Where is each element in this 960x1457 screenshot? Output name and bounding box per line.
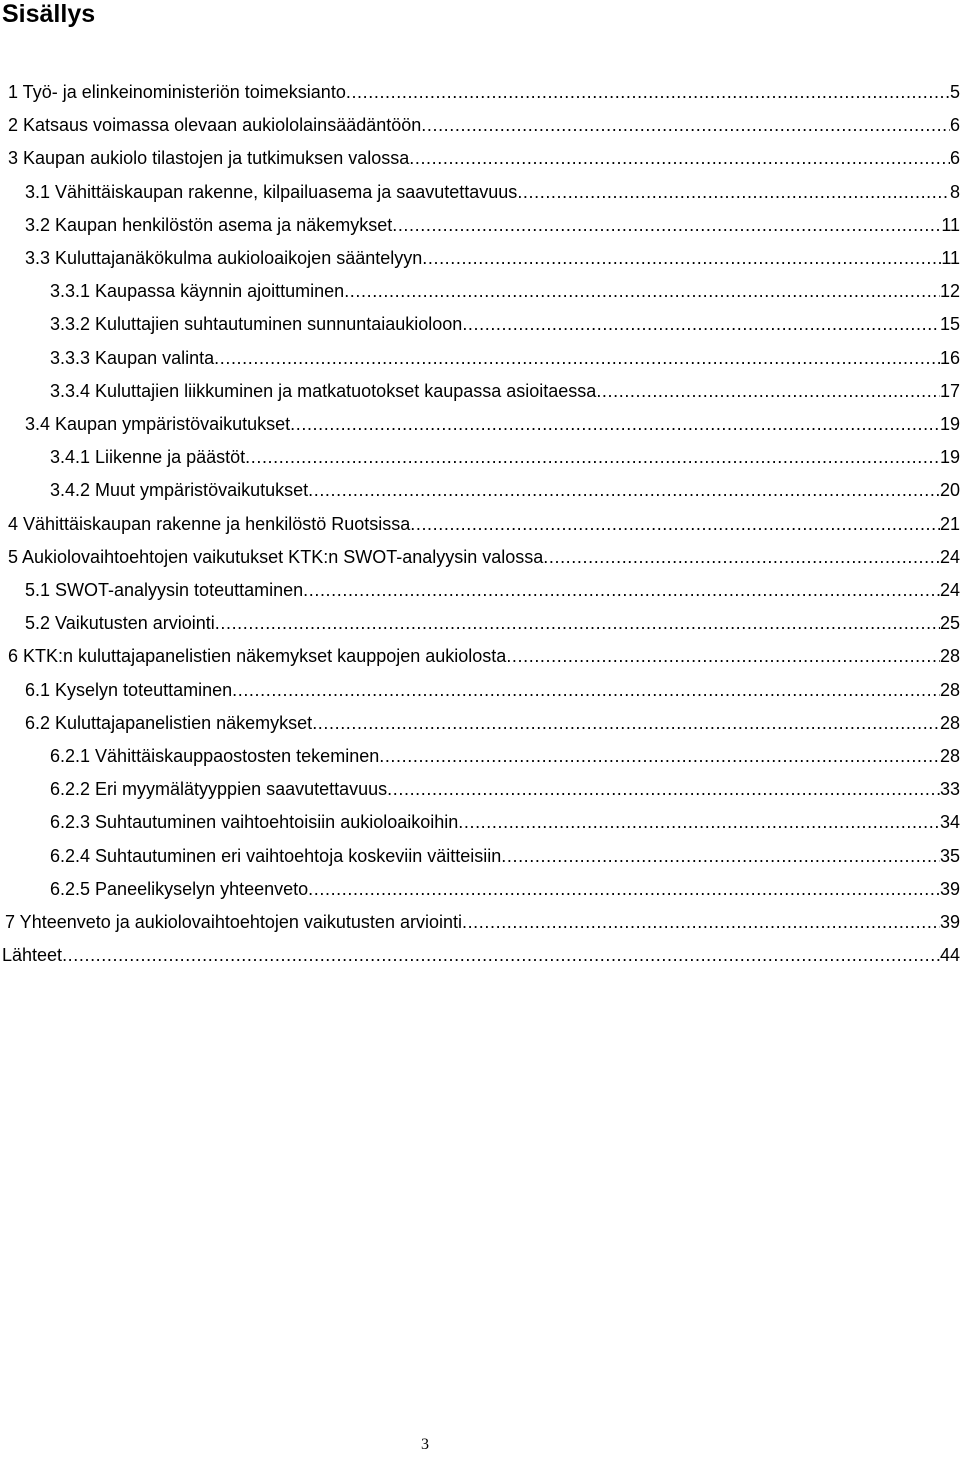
toc-entry[interactable] xyxy=(25,671,960,701)
toc-entry[interactable] xyxy=(50,770,960,800)
toc-entry-page: 28 xyxy=(939,646,960,667)
toc-entry[interactable] xyxy=(8,538,960,568)
toc-leader-dots xyxy=(379,745,940,767)
toc-entry[interactable] xyxy=(25,405,960,435)
toc-leader-dots xyxy=(458,811,940,833)
toc-leader-dots xyxy=(344,280,940,302)
toc-entry[interactable] xyxy=(50,803,960,833)
toc-entry-page: 16 xyxy=(939,347,960,368)
toc-leader-dots xyxy=(346,81,950,103)
toc-entry-page: 28 xyxy=(939,679,960,700)
toc-entry-page: 21 xyxy=(939,513,960,534)
toc-entry-title: 3.3.1 Kaupassa käynnin ajoittuminen xyxy=(50,281,345,302)
toc-entry[interactable] xyxy=(25,571,960,601)
toc-entry-title: 6.2.1 Vähittäiskauppaostosten tekeminen xyxy=(50,746,380,766)
toc-entry-page: 6 xyxy=(949,148,960,169)
toc-entry[interactable] xyxy=(2,936,960,966)
toc-entry-page: 19 xyxy=(939,447,960,468)
toc-entry-title: 3.3.3 Kaupan valinta xyxy=(50,347,215,368)
toc-leader-dots xyxy=(409,147,950,169)
toc-leader-dots xyxy=(392,214,941,236)
toc-entry-page: 28 xyxy=(939,712,960,733)
toc-entry-page: 11 xyxy=(941,248,960,268)
toc-leader-dots xyxy=(501,845,940,867)
toc-entry-title: 6.2 Kuluttajapanelistien näkemykset xyxy=(25,712,313,733)
toc-entry-page: 24 xyxy=(939,546,960,567)
toc-leader-dots xyxy=(312,712,940,734)
toc-entry-page: 44 xyxy=(939,945,960,966)
toc-entry-title: 5 Aukiolovaihtoehtojen vaikutukset KTK:n SWOT-analyysin valossa xyxy=(8,546,544,567)
toc-entry[interactable] xyxy=(8,73,960,103)
toc-leader-dots xyxy=(410,513,940,535)
toc-entry[interactable] xyxy=(50,737,960,767)
toc-entry-title: 2 Katsaus voimassa olevaan aukiololainsäädäntöön xyxy=(8,115,422,136)
toc-entry-page: 6 xyxy=(949,115,960,136)
toc-entry-page: 17 xyxy=(939,380,960,401)
toc-entry-title: 6.1 Kyselyn toteuttaminen xyxy=(25,679,233,700)
toc-entry-title: 3.2 Kaupan henkilöstön asema ja näkemykset xyxy=(25,214,393,235)
toc-entry[interactable] xyxy=(50,305,960,335)
toc-leader-dots xyxy=(303,579,940,601)
toc-entry-title: 3.3.4 Kuluttajien liikkuminen ja matkatuotokset kaupassa asioitaessa xyxy=(50,380,597,401)
toc-leader-dots xyxy=(245,446,940,468)
toc-entry-page: 5 xyxy=(949,82,960,102)
toc-leader-dots xyxy=(543,546,940,568)
toc-entry[interactable] xyxy=(8,106,960,136)
toc-entry-title: 3.4.1 Liikenne ja päästöt xyxy=(50,447,246,468)
toc-entry-title: 1 Työ- ja elinkeinoministeriön toimeksianto xyxy=(8,82,346,102)
toc-entry[interactable] xyxy=(8,505,960,535)
toc-entry-page: 24 xyxy=(939,580,960,600)
toc-entry-title: 4 Vähittäiskaupan rakenne ja henkilöstö Ruotsissa xyxy=(8,513,411,534)
toc-entry-page: 8 xyxy=(949,181,960,202)
toc-entry-page: 12 xyxy=(939,281,960,302)
toc-entry[interactable] xyxy=(50,837,960,867)
toc-entry[interactable] xyxy=(8,637,960,667)
toc-entry-title: 3 Kaupan aukiolo tilastojen ja tutkimuksen valossa xyxy=(8,148,410,169)
toc-entry[interactable] xyxy=(25,604,960,634)
toc-entry-title: 3.4.2 Muut ympäristövaikutukset xyxy=(50,480,309,501)
toc-entry-title: 6.2.2 Eri myymälätyyppien saavutettavuus xyxy=(50,779,388,800)
toc-entry-page: 39 xyxy=(939,912,960,932)
toc-entry[interactable] xyxy=(50,339,960,369)
toc-entry-page: 39 xyxy=(939,878,960,899)
toc-leader-dots xyxy=(422,247,941,269)
toc-leader-dots xyxy=(421,114,950,136)
toc-entry[interactable] xyxy=(50,438,960,468)
page-number: 3 xyxy=(421,1436,429,1453)
toc-leader-dots xyxy=(215,612,940,634)
toc-entry-title: 6 KTK:n kuluttajapanelistien näkemykset kauppojen aukiolosta xyxy=(8,646,507,667)
toc-entry[interactable] xyxy=(50,870,960,900)
toc-leader-dots xyxy=(506,645,940,667)
toc-entry-title: 3.1 Vähittäiskaupan rakenne, kilpailuasema ja saavutettavuus xyxy=(25,181,518,202)
toc-leader-dots xyxy=(462,313,940,335)
toc-entry-title: 3.3 Kuluttajanäkökulma aukioloaikojen sääntelyyn xyxy=(25,248,423,268)
toc-leader-dots xyxy=(62,944,940,966)
toc-entry[interactable] xyxy=(25,239,960,269)
toc-entry-title: 5.1 SWOT-analyysin toteuttaminen xyxy=(25,580,304,600)
toc-entry-page: 20 xyxy=(939,480,960,501)
toc-entry-title: 6.2.3 Suhtautuminen vaihtoehtoisiin aukioloaikoihin xyxy=(50,812,459,833)
toc-entry-title: 3.4 Kaupan ympäristövaikutukset xyxy=(25,414,291,434)
toc-entry[interactable] xyxy=(50,372,960,402)
toc-entry-title: 6.2.4 Suhtautuminen eri vaihtoehtoja koskeviin väitteisiin xyxy=(50,845,502,866)
toc-entry-title: Lähteet xyxy=(2,945,63,966)
toc-entry[interactable] xyxy=(25,704,960,734)
toc-entry-page: 34 xyxy=(939,812,960,833)
toc-leader-dots xyxy=(308,878,940,900)
toc-leader-dots xyxy=(214,347,940,369)
toc-entry-page: 33 xyxy=(939,779,960,800)
toc-entry-page: 35 xyxy=(939,845,960,866)
toc-entry[interactable] xyxy=(25,173,960,203)
toc-entry-page: 11 xyxy=(941,214,960,235)
toc-leader-dots xyxy=(308,479,940,501)
toc-entry[interactable] xyxy=(50,272,960,302)
toc-entry-page: 25 xyxy=(939,613,960,634)
toc-entry-title: 7 Yhteenveto ja aukiolovaihtoehtojen vaikutusten arviointi xyxy=(5,912,462,932)
toc-entry[interactable] xyxy=(50,471,960,501)
toc-entry-title: 6.2.5 Paneelikyselyn yhteenveto xyxy=(50,878,309,899)
toc-entry[interactable] xyxy=(5,903,960,933)
toc-leader-dots xyxy=(387,778,940,800)
toc-leader-dots xyxy=(462,911,940,933)
toc-entry[interactable] xyxy=(8,139,960,169)
toc-entry-page: 15 xyxy=(939,314,960,335)
page-title: Sisällys xyxy=(2,0,96,28)
toc-entry-page: 19 xyxy=(939,414,960,434)
toc-leader-dots xyxy=(596,380,940,402)
toc-entry[interactable] xyxy=(25,206,960,236)
toc-entry-title: 3.3.2 Kuluttajien suhtautuminen sunnuntaiaukioloon xyxy=(50,314,463,335)
toc-leader-dots xyxy=(290,413,940,435)
toc-leader-dots xyxy=(232,679,940,701)
toc-leader-dots xyxy=(517,181,950,203)
toc-entry-page: 28 xyxy=(939,746,960,766)
toc-entry-title: 5.2 Vaikutusten arviointi xyxy=(25,613,215,634)
